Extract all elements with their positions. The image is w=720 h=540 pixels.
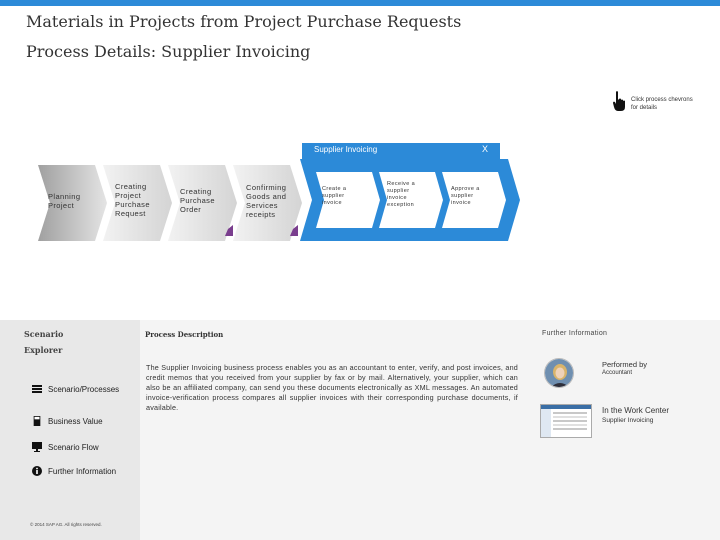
page-subtitle: Process Details: Supplier Invoicing: [26, 42, 311, 61]
further-information-panel: [532, 320, 720, 540]
sidebar-item-business-value[interactable]: [32, 416, 103, 426]
work-center-label: In the Work Center: [602, 406, 669, 415]
scenario-explorer: [0, 320, 140, 540]
step-label: Creating Purchase Order: [180, 187, 215, 214]
substep-label: Create a supplier invoice: [322, 186, 347, 206]
work-center-screenshot: [540, 404, 592, 438]
substep-label: Receive a supplier invoice exception: [387, 181, 416, 208]
close-button[interactable]: X: [481, 144, 488, 154]
info-icon: [32, 466, 42, 476]
substep-label: Approve a supplier invoice: [451, 186, 480, 206]
copyright: © 2014 SAP AG. All rights reserved.: [30, 522, 102, 527]
step-label: Planning Project: [48, 192, 81, 210]
band-label: Supplier Invoicing: [314, 145, 378, 154]
monitor-icon: [32, 442, 42, 452]
step-label: Confirming Goods and Services receipts: [246, 183, 287, 219]
accountant-photo: [545, 359, 574, 388]
sidebar-title: Scenario Explorer: [24, 329, 64, 355]
performed-by-value: Accountant: [602, 370, 633, 376]
supplier-invoicing-band: [302, 143, 500, 159]
hint-text: Click process chevrons for details: [631, 97, 693, 111]
sidebar-item-label: Further Information: [48, 466, 117, 476]
sidebar-item-label: Scenario Flow: [48, 442, 99, 452]
step-label: Creating Project Purchase Request: [115, 182, 150, 218]
sidebar-item-scenario-flow[interactable]: [32, 442, 99, 452]
sidebar-item-label: Business Value: [48, 416, 103, 426]
sidebar-item-scenario-processes[interactable]: [32, 384, 119, 394]
description-text: The Supplier Invoicing business process enables you as an accountant to enter, verify, and post invoices, and credit memos that you received from your supplier by fax or by mail. Alternatively, your supplier, which can also be an affiliated company, can send you these documents electronically as XML messages. An automated invoice-verification process compares all supplier invoices with their corresponding purchase documents, if available.: [146, 363, 518, 412]
process-description-panel: [140, 320, 532, 540]
sidebar-item-further-information[interactable]: [32, 466, 116, 476]
section-title: Further Information: [542, 330, 608, 337]
avatar: [544, 358, 574, 388]
sidebar-item-label: Scenario/Processes: [48, 384, 120, 394]
page-title: Materials in Projects from Project Purchase Requests: [26, 12, 462, 31]
work-center-value[interactable]: Supplier Invoicing: [602, 417, 654, 424]
section-title: Process Description: [145, 330, 224, 339]
calculator-icon: [32, 416, 42, 426]
performed-by-label: Performed by: [602, 360, 648, 369]
list-icon: [32, 384, 42, 394]
